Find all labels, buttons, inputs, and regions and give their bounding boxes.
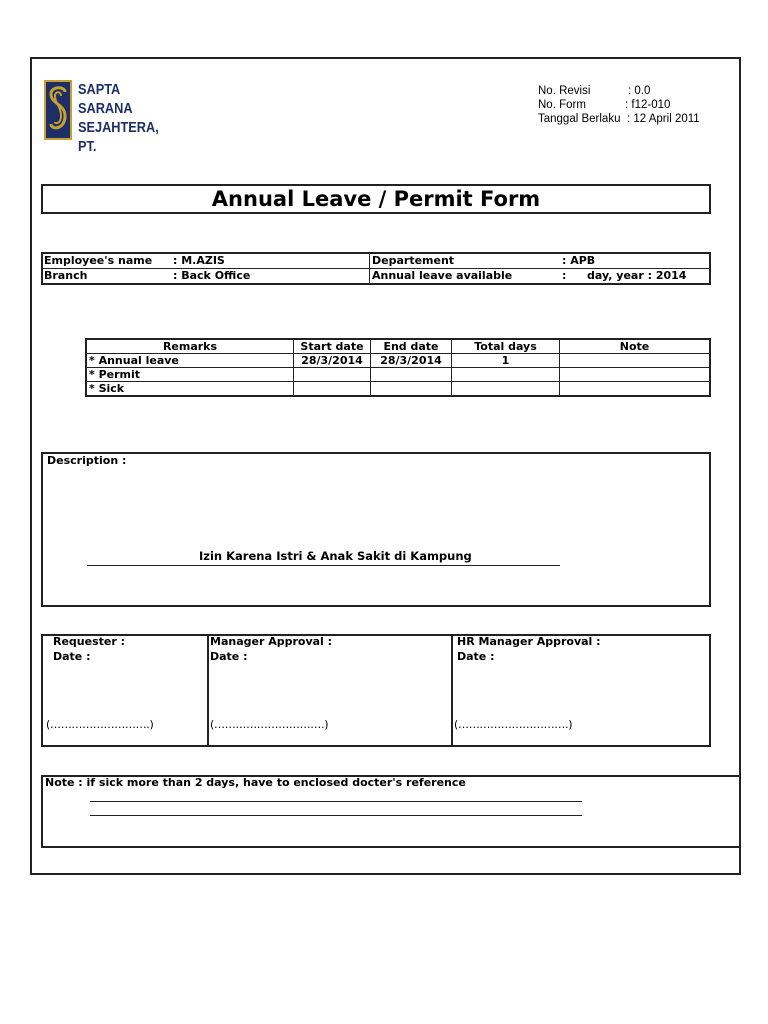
branch-value: : Back Office	[173, 269, 251, 282]
annual-leave-colon: :	[562, 269, 567, 282]
revision-value: : 0.0	[628, 85, 651, 97]
hr-date-label: Date :	[457, 650, 495, 663]
table-cell	[560, 368, 711, 382]
table-cell: * Sick	[86, 382, 294, 397]
table-cell	[452, 368, 560, 382]
company-name-line: SEJAHTERA, PT.	[78, 119, 159, 155]
table-row	[86, 382, 710, 397]
table-cell: 28/3/2014	[294, 354, 371, 368]
description-underline	[87, 565, 560, 566]
revision-row	[538, 84, 700, 98]
approvals-box	[41, 634, 711, 747]
description-text: Izin Karena Istri & Anak Sakit di Kampung	[199, 549, 472, 563]
column-header: End date	[371, 339, 452, 354]
requester-section	[43, 636, 207, 745]
manager-section	[207, 636, 453, 745]
manager-signature: (………………………….)	[210, 718, 329, 731]
department-value: : APB	[562, 254, 596, 267]
branch-label: Branch	[44, 269, 88, 282]
table-cell	[371, 382, 452, 397]
form-title: Annual Leave / Permit Form	[41, 184, 711, 214]
document-meta	[538, 84, 700, 126]
table-cell: * Annual leave	[86, 354, 294, 368]
info-row	[43, 268, 709, 283]
note-underline	[90, 815, 582, 816]
description-label: Description :	[47, 454, 127, 467]
effective-date-row	[538, 112, 700, 126]
table-cell	[294, 368, 371, 382]
company-name-line: SAPTA	[78, 81, 121, 98]
table-cell	[560, 354, 711, 368]
company-name-line: SARANA	[78, 100, 133, 117]
table-cell: 1	[452, 354, 560, 368]
column-header: Note	[560, 339, 711, 354]
table-cell: 28/3/2014	[371, 354, 452, 368]
manager-date-label: Date :	[210, 650, 248, 663]
annual-leave-label: Annual leave available	[372, 269, 513, 282]
form-number-value: : f12-010	[625, 99, 671, 111]
description-box	[41, 452, 711, 607]
employee-name-value: : M.AZIS	[173, 254, 225, 267]
table-header-row	[86, 339, 710, 354]
s-logo-icon	[44, 80, 72, 140]
effective-date-label: Tanggal Berlaku	[538, 113, 621, 125]
effective-date-value: : 12 April 2011	[627, 113, 700, 125]
hr-signature: (………………………….)	[454, 718, 573, 731]
revision-label: No. Revisi	[538, 85, 591, 97]
requester-date-label: Date :	[53, 650, 91, 663]
department-label: Departement	[372, 254, 455, 267]
column-header: Total days	[452, 339, 560, 354]
company-name	[78, 80, 172, 156]
column-header: Start date	[294, 339, 371, 354]
annual-leave-value: day, year : 2014	[587, 269, 687, 282]
info-row	[43, 254, 709, 268]
employee-info	[41, 252, 711, 285]
form-number-label: No. Form	[538, 99, 586, 111]
form-number-row	[538, 98, 700, 112]
note-text: Note : if sick more than 2 days, have to enclosed docter's reference	[45, 776, 466, 789]
table-cell	[294, 382, 371, 397]
note-box	[41, 775, 741, 848]
hr-approval-label: HR Manager Approval :	[457, 635, 601, 648]
table-row	[86, 368, 710, 382]
note-underline	[90, 801, 582, 802]
requester-signature: (……………………….)	[46, 718, 154, 731]
employee-name-label: Employee's name	[44, 254, 153, 267]
table-cell	[371, 368, 452, 382]
hr-manager-section	[451, 636, 711, 745]
table-cell	[452, 382, 560, 397]
requester-label: Requester :	[53, 635, 126, 648]
company-logo	[44, 80, 189, 155]
table-row	[86, 354, 710, 368]
remarks-table	[85, 338, 711, 397]
table-cell	[560, 382, 711, 397]
manager-approval-label: Manager Approval :	[210, 635, 333, 648]
table-cell: * Permit	[86, 368, 294, 382]
column-header: Remarks	[86, 339, 294, 354]
